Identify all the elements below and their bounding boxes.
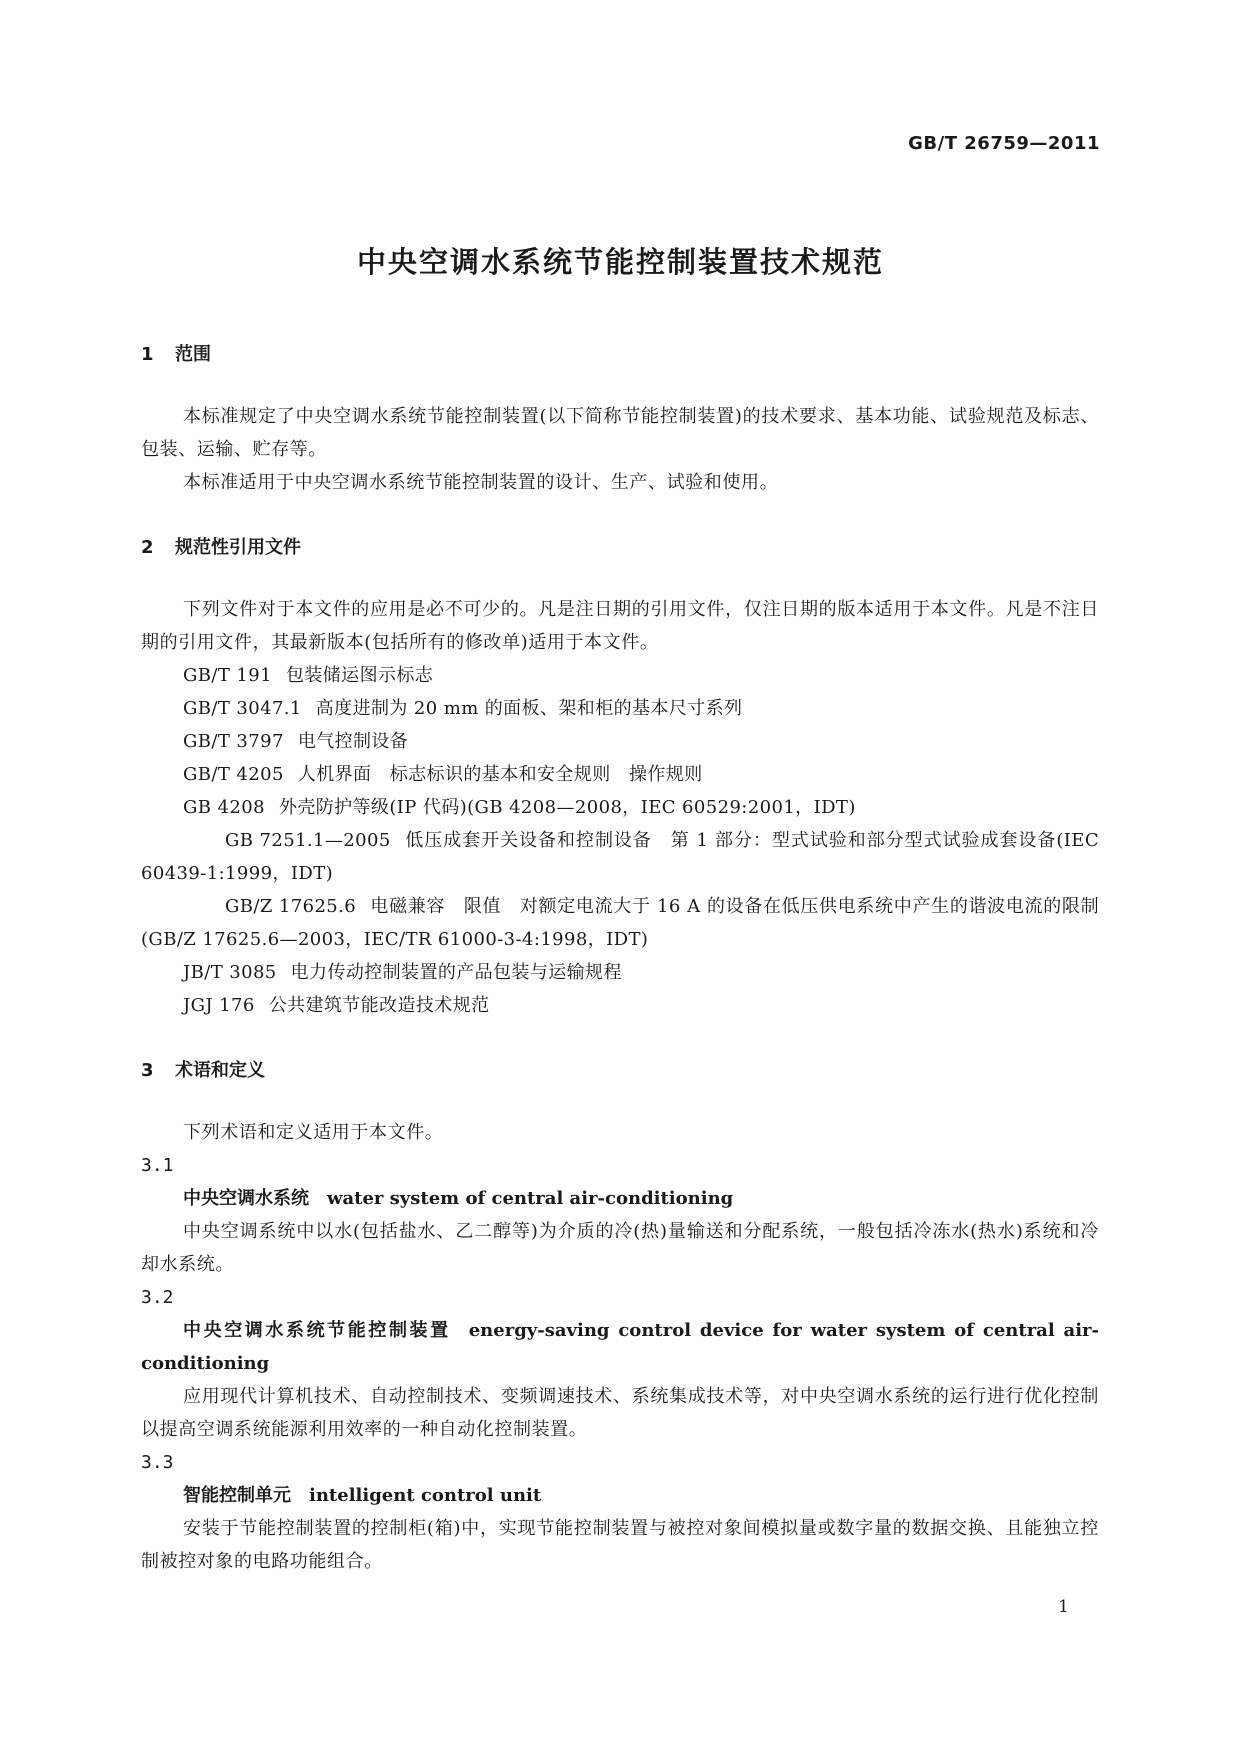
reference-title: 低压成套开关设备和控制设备 第 1 部分：型式试验和部分型式试验成套设备(IEC 60439-1:1999，IDT) [141, 830, 1099, 884]
reference-item [141, 791, 1099, 824]
reference-code: GB/T 3797 [183, 731, 284, 752]
paragraph: 本标准规定了中央空调水系统节能控制装置(以下简称节能控制装置)的技术要求、基本功能、试验规范及标志、包装、运输、贮存等。 [141, 406, 1099, 460]
section-title: 术语和定义 [175, 1060, 265, 1081]
reference-code: GB/T 191 [183, 665, 272, 686]
section-title: 规范性引用文件 [175, 537, 301, 558]
document-title: 中央空调水系统节能控制装置技术规范 [356, 245, 884, 279]
section-2-heading [141, 531, 1099, 565]
term-name [141, 1479, 1099, 1512]
reference-code: GB 4208 [183, 797, 265, 818]
reference-title: 人机界面 标志标识的基本和安全规则 操作规则 [297, 764, 703, 785]
reference-code: GB/T 3047.1 [183, 698, 302, 719]
document-body [141, 338, 1099, 1578]
reference-item [141, 989, 1099, 1022]
term-english: water system of central air-conditioning [327, 1188, 734, 1209]
reference-title: 外壳防护等级(IP 代码)(GB 4208—2008，IEC 60529:2001，IDT) [278, 797, 856, 818]
term-number: 3.3 [141, 1452, 174, 1473]
page-number: 1 [1058, 1597, 1069, 1617]
term-english: energy-saving control device for water system of central air-conditioning [141, 1320, 1100, 1374]
standard-number: GB/T 26759—2011 [908, 133, 1100, 154]
reference-item [141, 725, 1099, 758]
section-title: 范围 [175, 344, 211, 365]
paragraph: 下列文件对于本文件的应用是必不可少的。凡是注日期的引用文件，仅注日期的版本适用于本文件。凡是不注日期的引用文件，其最新版本(包括所有的修改单)适用于本文件。 [141, 599, 1099, 653]
reference-code: GB/Z 17625.6 [225, 896, 357, 917]
reference-title: 电磁兼容 限值 对额定电流大于 16 A 的设备在低压供电系统中产生的谐波电流的限制(GB/Z 17625.6—2003，IEC/TR 61000-3-4:1998，IDT) [141, 896, 1099, 950]
reference-title: 高度进制为 20 mm 的面板、架和柜的基本尺寸系列 [315, 698, 743, 719]
reference-item [141, 758, 1099, 791]
reference-code: JGJ 176 [183, 995, 255, 1016]
paragraph: 本标准适用于中央空调水系统节能控制装置的设计、生产、试验和使用。 [183, 472, 779, 493]
term-chinese: 中央空调水系统 [183, 1188, 309, 1209]
reference-item [141, 890, 1099, 956]
reference-code: JB/T 3085 [183, 962, 277, 983]
reference-item [141, 956, 1099, 989]
reference-title: 公共建筑节能改造技术规范 [268, 995, 490, 1016]
term-chinese: 智能控制单元 [183, 1485, 291, 1506]
section-number: 3 [141, 1060, 154, 1081]
term-name [141, 1314, 1099, 1380]
reference-code: GB 7251.1—2005 [225, 830, 391, 851]
term-number: 3.2 [141, 1287, 174, 1308]
section-3-heading [141, 1054, 1099, 1088]
reference-title: 电气控制设备 [297, 731, 409, 752]
section-number: 1 [141, 344, 154, 365]
reference-item [141, 824, 1099, 890]
term-definition: 应用现代计算机技术、自动控制技术、变频调速技术、系统集成技术等，对中央空调水系统的运行进行优化控制以提高空调系统能源利用效率的一种自动化控制装置。 [141, 1386, 1099, 1440]
term-chinese: 中央空调水系统节能控制装置 [183, 1320, 451, 1341]
term-name [141, 1182, 1099, 1215]
reference-item [141, 659, 1099, 692]
term-number: 3.1 [141, 1155, 174, 1176]
section-1-heading [141, 338, 1099, 372]
reference-code: GB/T 4205 [183, 764, 284, 785]
paragraph: 下列术语和定义适用于本文件。 [183, 1122, 444, 1143]
term-english: intelligent control unit [309, 1485, 542, 1506]
section-number: 2 [141, 537, 154, 558]
reference-item [141, 692, 1099, 725]
term-definition: 安装于节能控制装置的控制柜(箱)中，实现节能控制装置与被控对象间模拟量或数字量的数据交换、且能独立控制被控对象的电路功能组合。 [141, 1518, 1099, 1572]
reference-title: 包装储运图示标志 [285, 665, 434, 686]
reference-title: 电力传动控制装置的产品包装与运输规程 [290, 962, 622, 983]
term-definition: 中央空调系统中以水(包括盐水、乙二醇等)为介质的冷(热)量输送和分配系统，一般包括冷冻水(热水)系统和冷却水系统。 [141, 1221, 1099, 1275]
